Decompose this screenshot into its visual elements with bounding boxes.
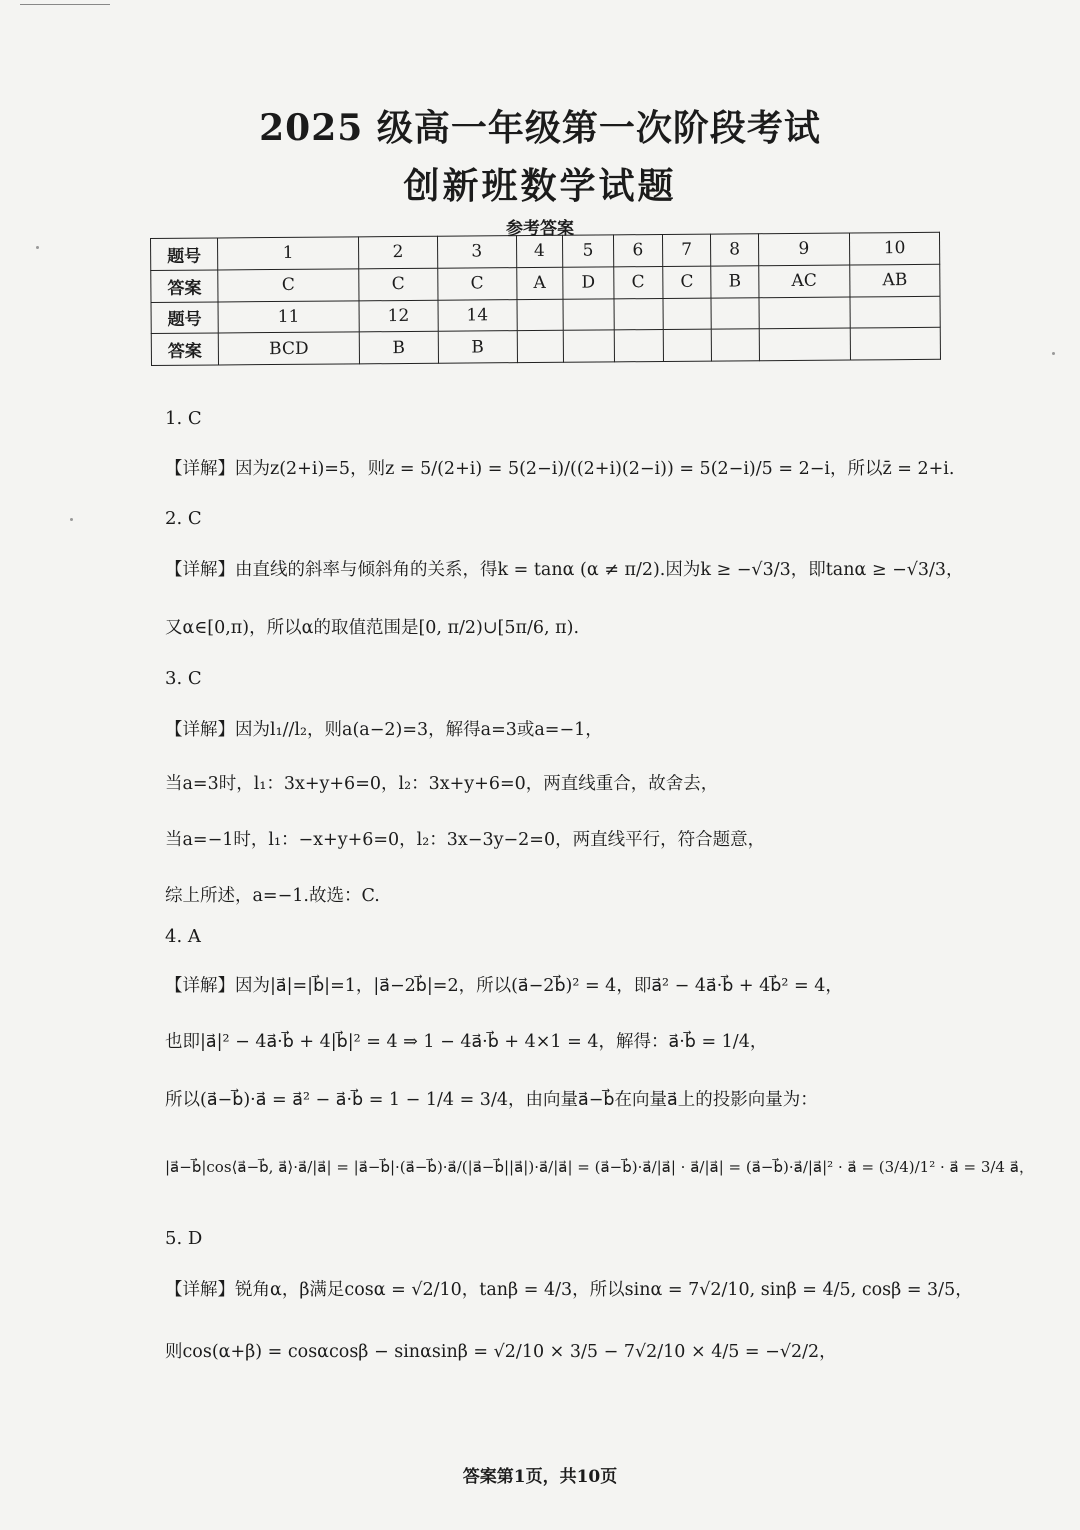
answer-table-cell	[614, 330, 663, 362]
answer-table-cell: 8	[711, 234, 758, 266]
answer-table-cell: BCD	[218, 332, 359, 365]
answer-table-cell	[712, 329, 759, 361]
answer-table-cell: 10	[850, 232, 940, 264]
q5-line: 【详解】锐角α，β满足cosα = √2/10，tanβ = 4/3，所以sinα = 7√2/10, sinβ = 4/5, cosβ = 3/5，	[165, 1280, 973, 1300]
answer-table-cell: 5	[562, 235, 613, 267]
answer-table-cell	[563, 298, 614, 330]
answer-table-cell: D	[563, 267, 614, 299]
q1-heading: 1. C	[165, 408, 202, 429]
answer-table-row	[151, 328, 940, 366]
q2-line: 又α∈[0,π)，所以α的取值范围是[0, π/2)∪[5π/6, π).	[165, 618, 580, 638]
answer-table-row-label: 题号	[151, 238, 218, 270]
q4-line: 【详解】因为|a⃗|=|b⃗|=1，|a⃗−2b⃗|=2，所以(a⃗−2b⃗)² = 4，即a⃗² − 4a⃗·b⃗ + 4b⃗² = 4，	[165, 976, 843, 996]
answer-table-row-label: 答案	[151, 333, 218, 365]
answer-table-cell	[563, 330, 614, 362]
q2-line: 【详解】由直线的斜率与倾斜角的关系，得k = tanα (α ≠ π/2).因为k ≥ −√3/3，即tanα ≥ −√3/3，	[165, 560, 964, 580]
answer-table-cell	[517, 299, 563, 331]
answer-table-cell	[663, 329, 712, 361]
answer-table-cell	[758, 297, 850, 329]
answer-table-cell	[711, 297, 758, 329]
answer-table-cell: C	[218, 269, 359, 302]
answer-table-cell: 14	[438, 299, 517, 331]
answer-table-cell: 6	[613, 234, 662, 266]
q3-heading: 3. C	[165, 668, 202, 689]
q4-line: 也即|a⃗|² − 4a⃗·b⃗ + 4|b⃗|² = 4 ⇒ 1 − 4a⃗·b⃗ + 4×1 = 4，解得：a⃗·b⃗ = 1/4，	[165, 1032, 768, 1052]
page-footer: 答案第1页，共10页	[462, 1467, 618, 1487]
answer-table	[150, 232, 941, 366]
answer-table-cell	[663, 298, 712, 330]
answer-table-cell: 2	[358, 236, 437, 268]
answer-table-cell: 7	[662, 234, 711, 266]
answer-table-cell: 9	[758, 233, 850, 265]
answer-table-cell: C	[438, 267, 517, 299]
q3-line: 【详解】因为l₁//l₂，则a(a−2)=3，解得a=3或a=−1，	[165, 720, 603, 740]
answer-table-cell: 11	[218, 300, 359, 333]
exam-title: 2025 级高一年级第一次阶段考试	[259, 107, 821, 149]
answer-table-cell: C	[662, 266, 711, 298]
scan-speck	[70, 518, 73, 521]
q4-line: |a⃗−b⃗|cos⟨a⃗−b⃗, a⃗⟩·a⃗/|a⃗| = |a⃗−b⃗|·(a⃗−b⃗)·a⃗/(|a⃗−b⃗||a⃗|)·a⃗/|a⃗| = (a⃗−b⃗)·a⃗/|a⃗| · a⃗/|a⃗| = (a⃗−b⃗)·a⃗/|a⃗|² · a⃗ = (3/4)/1² · a⃗ = 3/4 a⃗，	[165, 1158, 1034, 1176]
q3-line: 综上所述，a=−1.故选：C.	[165, 886, 380, 906]
answer-table-cell: 12	[359, 300, 438, 332]
scan-speck	[36, 246, 39, 249]
q3-line: 当a=3时，l₁：3x+y+6=0，l₂：3x+y+6=0，两直线重合，故舍去，	[165, 774, 719, 794]
answer-table-cell	[759, 328, 851, 360]
q1-line: 【详解】因为z(2+i)=5，则z = 5/(2+i) = 5(2−i)/((2+i)(2−i)) = 5(2−i)/5 = 2−i，所以z̄ = 2+i.	[165, 459, 955, 479]
answer-table-cell: C	[359, 268, 438, 300]
q3-line: 当a=−1时，l₁：−x+y+6=0，l₂：3x−3y−2=0，两直线平行，符合题意，	[165, 830, 766, 850]
answer-table-row-label: 答案	[151, 270, 218, 302]
answer-table-cell	[614, 298, 663, 330]
answer-table-cell: B	[438, 331, 517, 363]
answer-table-cell: AC	[758, 265, 850, 297]
q5-heading: 5. D	[165, 1228, 203, 1249]
answer-table-cell	[850, 296, 940, 328]
answer-table-row-label: 题号	[151, 301, 218, 333]
answer-table-cell: 3	[437, 236, 516, 268]
answer-table-cell: AB	[850, 264, 940, 296]
answer-table-cell: B	[359, 331, 438, 363]
q4-line: 所以(a⃗−b⃗)·a⃗ = a⃗² − a⃗·b⃗ = 1 − 1/4 = 3/4，由向量a⃗−b⃗在向量a⃗上的投影向量为：	[165, 1090, 818, 1110]
answer-table-cell: B	[711, 265, 758, 297]
scan-edge-mark	[20, 4, 110, 5]
answer-key-label: 参考答案	[506, 219, 574, 239]
scan-speck	[1052, 352, 1055, 355]
answer-table-cell: 1	[218, 237, 359, 270]
answer-table-cell	[517, 331, 563, 363]
q2-heading: 2. C	[165, 508, 202, 529]
q5-line: 则cos(α+β) = cosαcosβ − sinαsinβ = √2/10 × 3/5 − 7√2/10 × 4/5 = −√2/2，	[165, 1342, 837, 1362]
answer-table-cell: A	[516, 267, 562, 299]
answer-table-cell: 4	[516, 235, 562, 267]
q4-heading: 4. A	[165, 926, 201, 947]
answer-table-cell	[850, 328, 940, 360]
exam-subject-title: 创新班数学试题	[403, 165, 677, 207]
answer-table-cell: C	[614, 266, 663, 298]
